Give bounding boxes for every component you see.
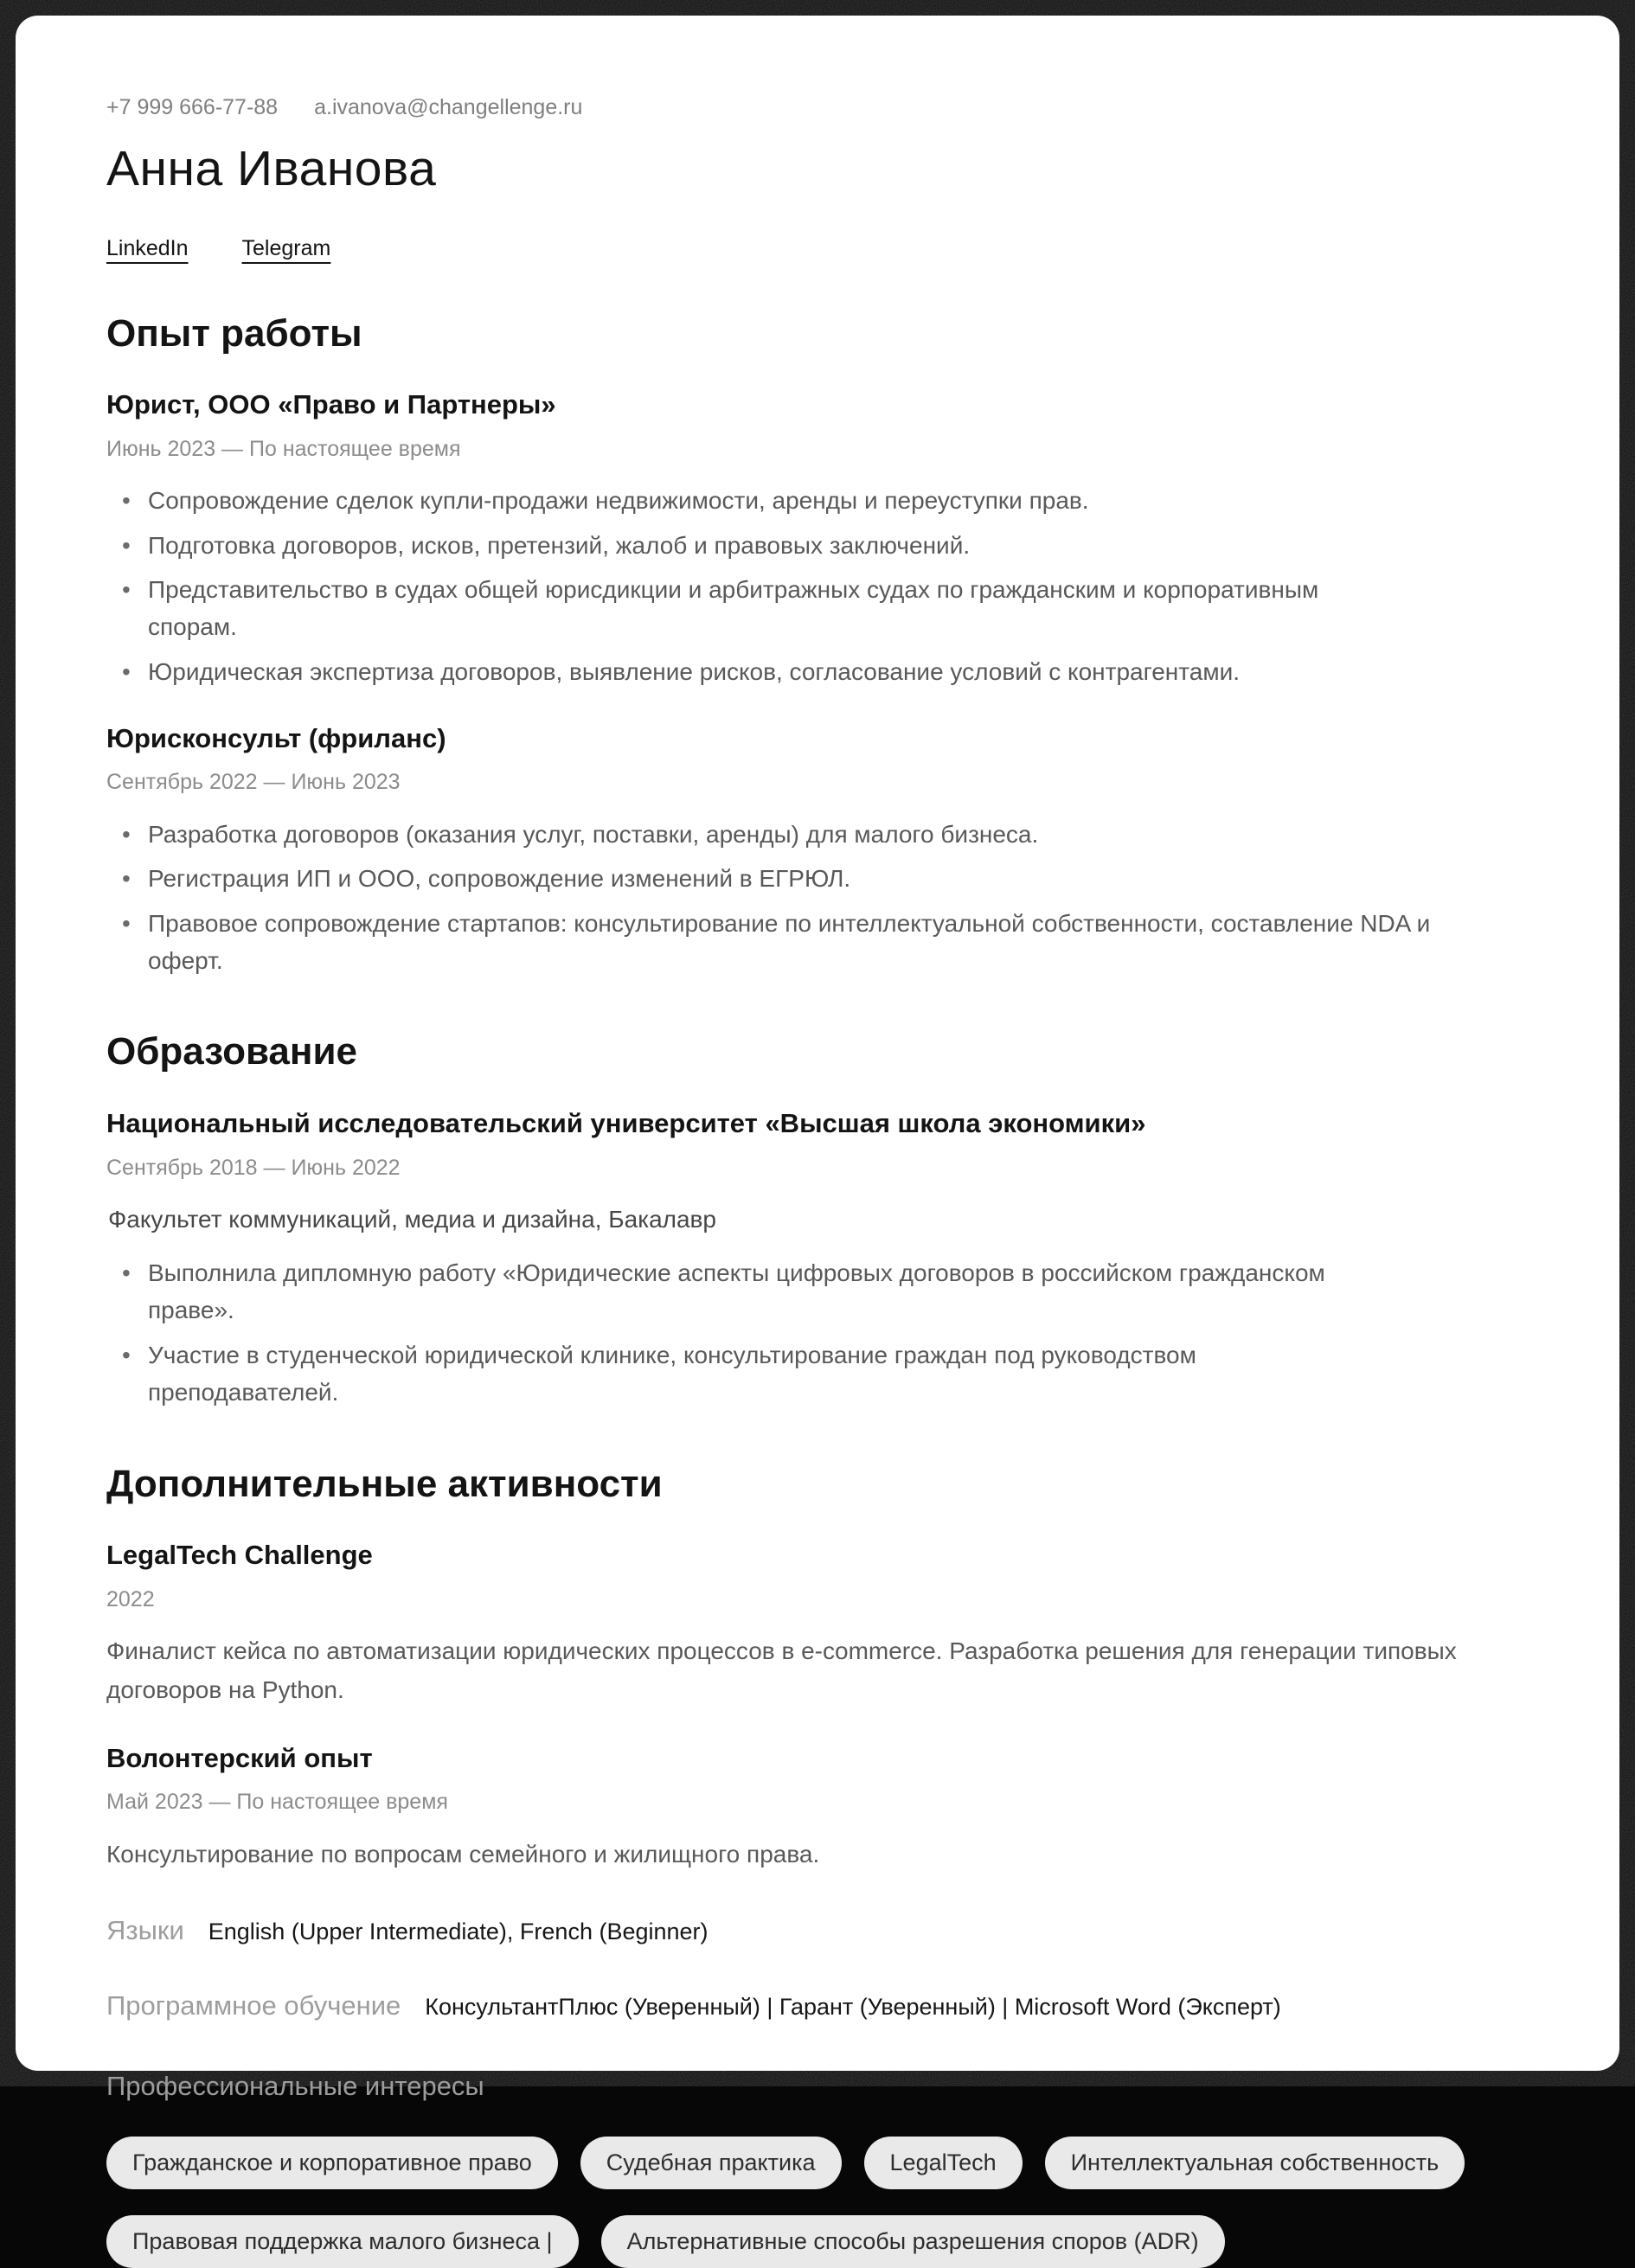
languages-value: English (Upper Intermediate), French (Beginner) <box>208 1919 708 1945</box>
activity-description: Консультирование по вопросам семейного и жилищного права. <box>106 1840 820 1868</box>
job-bullet: • Разработка договоров (оказания услуг, поставки, аренды) для малого бизнеса. <box>148 816 1529 853</box>
telegram-link[interactable]: Telegram <box>241 235 331 260</box>
social-links <box>106 236 1529 261</box>
interest-tag: Интеллектуальная собственность <box>1045 2137 1465 2189</box>
job-bullet: • Регистрация ИП и ООО, сопровождение изменений в ЕГРЮЛ. <box>148 860 1529 897</box>
page-title: Анна Иванова <box>106 141 437 196</box>
linkedin-link[interactable]: LinkedIn <box>106 235 189 260</box>
job-entry <box>106 721 1529 979</box>
interests-label: Профессиональные интересы <box>106 2070 484 2101</box>
software-value: КонсультантПлюс (Уверенный) | Гарант (Уверенный) | Microsoft Word (Эксперт) <box>425 1994 1281 2021</box>
software-label: Программное обучение <box>106 1990 401 2021</box>
job-bullet-list <box>106 482 1529 690</box>
section-title-experience: Опыт работы <box>106 311 362 355</box>
job-bullet: • Правовое сопровождение стартапов: консультирование по интеллектуальной собственности, составление NDA и оферт. <box>148 905 1463 980</box>
job-bullet: • Представительство в судах общей юрисдикции и арбитражных судах по гражданским и корпоративным спорам. <box>148 571 1350 646</box>
activity-entry <box>106 1538 1529 1709</box>
interest-tag: Гражданское и корпоративное право <box>106 2137 558 2189</box>
job-entry <box>106 388 1529 690</box>
activity-period: 2022 <box>106 1586 155 1611</box>
education-bullet-list <box>106 1254 1529 1412</box>
section-education <box>106 1029 1529 1411</box>
activity-entry <box>106 1741 1529 1874</box>
software-row <box>106 1990 1529 2024</box>
interest-tags <box>106 2137 1529 2268</box>
interest-tag: Правовая поддержка малого бизнеса | <box>106 2215 579 2268</box>
activity-title: Волонтерский опыт <box>106 1742 373 1773</box>
job-bullet: • Сопровождение сделок купли-продажи недвижимости, аренды и переуступки прав. <box>148 482 1529 519</box>
education-bullet: • Выполнила дипломную работу «Юридические аспекты цифровых договоров в российском гражданском праве». <box>148 1254 1342 1329</box>
job-bullet: • Юридическая экспертиза договоров, выявление рисков, согласование условий с контрагентами. <box>148 653 1529 690</box>
languages-label: Языки <box>106 1915 184 1946</box>
section-experience <box>106 311 1529 980</box>
interest-tag: LegalTech <box>864 2137 1023 2189</box>
email-text: a.ivanova@changellenge.ru <box>314 95 583 119</box>
contact-row <box>106 95 1529 120</box>
job-period: Июнь 2023 — По настоящее время <box>106 436 461 461</box>
school-title: Национальный исследовательский университет «Высшая школа экономики» <box>106 1108 1146 1139</box>
interest-tag: Судебная практика <box>580 2137 842 2189</box>
activity-description: Финалист кейса по автоматизации юридических процессов в e-commerce. Разработка решения для генерации типовых договоров на Python. <box>106 1637 1457 1703</box>
job-period: Сентябрь 2022 — Июнь 2023 <box>106 770 401 795</box>
faculty-text: Факультет коммуникаций, медиа и дизайна, Бакалавр <box>108 1206 716 1233</box>
languages-row <box>106 1915 1529 1949</box>
section-title-education: Образование <box>106 1030 357 1073</box>
resume-card <box>16 16 1619 2254</box>
job-bullet: • Подготовка договоров, исков, претензий, жалоб и правовых заключений. <box>148 527 1529 564</box>
section-activities <box>106 1462 1529 1874</box>
job-bullet-list <box>106 816 1529 980</box>
section-title-activities: Дополнительные активности <box>106 1462 663 1505</box>
phone-text: +7 999 666-77-88 <box>106 95 279 119</box>
job-title: Юрист, ООО «Право и Партнеры» <box>106 389 556 420</box>
activity-period: Май 2023 — По настоящее время <box>106 1790 448 1815</box>
job-title: Юрисконсульт (фриланс) <box>106 723 446 754</box>
education-period: Сентябрь 2018 — Июнь 2022 <box>106 1155 401 1180</box>
education-bullet: • Участие в студенческой юридической клинике, консультирование граждан под руководством преподавателей. <box>148 1336 1273 1412</box>
interest-tag: Альтернативные способы разрешения споров (ADR) <box>601 2215 1225 2268</box>
activity-title: LegalTech Challenge <box>106 1540 373 1571</box>
